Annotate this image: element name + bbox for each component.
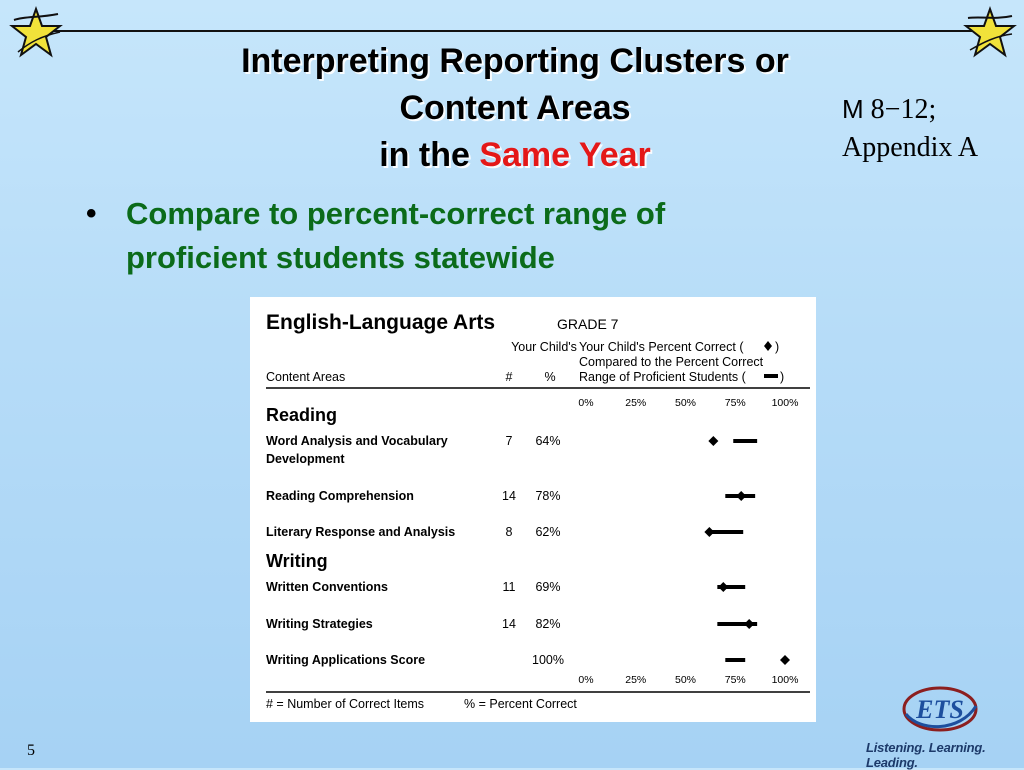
student-score-marker (704, 527, 714, 537)
reference-prefix: M (842, 94, 864, 124)
percent-correct-value: 69% (535, 580, 561, 594)
student-score-marker (780, 655, 790, 665)
content-area-label: Literary Response and Analysis (266, 525, 456, 539)
header-desc-line-3-end: ) (780, 370, 785, 384)
section-heading: Reading (266, 405, 338, 425)
tagline: Listening. Learning. Leading. (866, 740, 986, 770)
header-desc-line-3: Range of Proficient Students ( (579, 370, 746, 384)
percent-correct-value: 62% (535, 525, 561, 539)
title-line-3-prefix: in the (379, 136, 470, 174)
content-area-label: Written Conventions (266, 580, 388, 594)
content-area-label: Word Analysis and Vocabulary (266, 434, 448, 448)
scale-tick-label: 0% (578, 674, 594, 686)
reference-note (842, 90, 1022, 167)
content-area-label: Writing Applications Score (266, 653, 426, 667)
section-heading: Writing (266, 551, 328, 571)
student-score-marker (744, 619, 754, 629)
diamond-legend-icon (764, 341, 772, 351)
student-score-marker (736, 491, 746, 501)
bullet-text: Compare to percent-correct range of proficient students statewide (126, 196, 666, 275)
correct-items-count: 8 (505, 525, 513, 539)
correct-items-count: 11 (502, 580, 516, 594)
scale-tick-label: 25% (625, 674, 647, 686)
report-subject: English-Language Arts (266, 311, 496, 334)
content-area-label: Writing Strategies (266, 617, 373, 631)
reference-line-1: 8−12; (870, 94, 937, 125)
percent-correct-value: 78% (535, 489, 561, 503)
top-rule (40, 30, 984, 32)
footnote-percent: % = Percent Correct (464, 697, 577, 711)
footnote-count: # = Number of Correct Items (266, 697, 425, 711)
bullet-dot-icon: • (86, 197, 97, 230)
student-score-marker (718, 582, 728, 592)
title-line-1: Interpreting Reporting Clusters or (241, 42, 789, 80)
header-content-areas: Content Areas (266, 370, 346, 384)
content-area-label: Development (266, 452, 345, 466)
percent-correct-value: 100% (532, 653, 564, 667)
logo-text: ETS (916, 695, 964, 724)
header-percent: % (544, 370, 556, 384)
header-desc-line-2: Compared to the Percent Correct (579, 355, 764, 369)
scale-tick-label: 100% (771, 397, 799, 409)
content-area-label: Reading Comprehension (266, 489, 414, 503)
scale-tick-label: 100% (771, 674, 799, 686)
header-your-childs: Your Child's (511, 340, 577, 354)
scale-tick-label: 75% (724, 674, 746, 686)
star-icon (962, 6, 1018, 62)
percent-correct-value: 64% (535, 434, 561, 448)
percent-correct-value: 82% (535, 617, 561, 631)
correct-items-count: 14 (502, 617, 516, 631)
scale-tick-label: 75% (724, 397, 746, 409)
score-report-chart (250, 297, 816, 722)
header-desc-line-1: Your Child's Percent Correct ( (579, 340, 744, 354)
page-number: 5 (27, 742, 35, 759)
student-score-marker (708, 436, 718, 446)
header-desc-line-1-end: ) (775, 340, 780, 354)
score-report-panel (250, 297, 816, 722)
scale-tick-label: 25% (625, 397, 647, 409)
title-line-2: Content Areas (399, 89, 631, 127)
ets-logo (900, 684, 980, 734)
scale-tick-label: 0% (578, 397, 594, 409)
reference-line-2: Appendix A (842, 132, 979, 163)
title-accent: Same Year (479, 136, 651, 174)
bullet-point (86, 192, 806, 280)
report-grade: GRADE 7 (557, 316, 619, 332)
correct-items-count: 14 (502, 489, 516, 503)
header-count: # (505, 370, 513, 384)
star-icon (8, 6, 64, 62)
slide-title (130, 38, 900, 179)
title-line-3 (130, 132, 900, 179)
scale-tick-label: 50% (674, 397, 697, 409)
correct-items-count: 7 (505, 434, 513, 448)
scale-tick-label: 50% (674, 674, 697, 686)
